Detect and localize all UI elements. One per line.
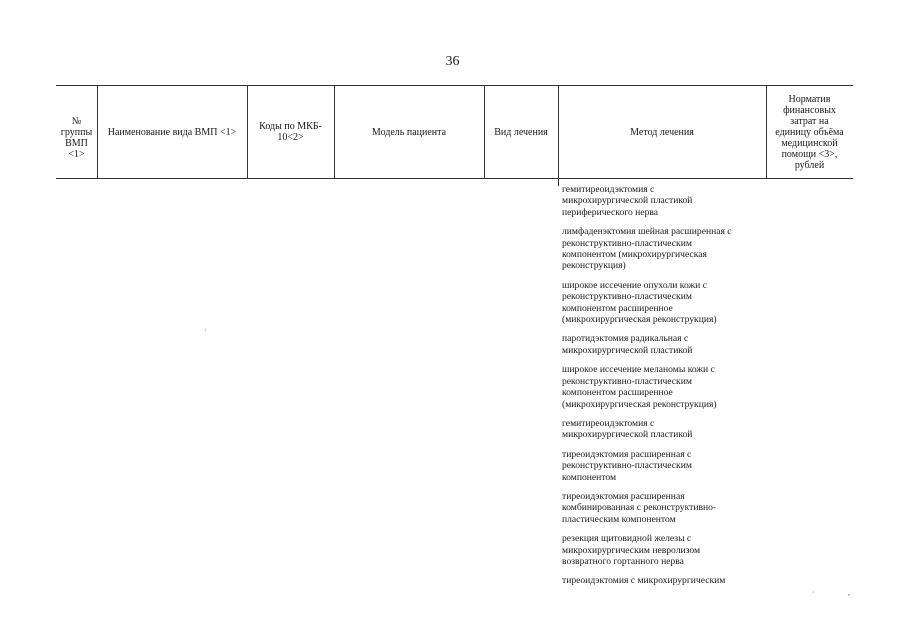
list-item: тиреоидэктомия с микрохирургическим [562,575,726,587]
scan-speck: · [812,588,815,597]
header-treatment-method: Метод лечения [630,126,694,138]
list-item: гемитиреоидэктомия с микрохирургической пластикой [562,417,693,441]
list-item: гемитиреоидэктомия с микрохирургической пластикой периферического нерва [562,184,693,218]
header-vmp-name: Наименование вида ВМП <1> [107,126,237,138]
list-item: широкое иссечение опухоли кожи с реконструктивно-пластическим компонентом расширенное (микрохирургическая реконструкция) [562,279,717,326]
list-item: широкое иссечение меланомы кожи с реконструктивно-пластическим компонентом расширенное (микрохирургическая реконструкция) [562,364,717,410]
scan-speck: · [204,326,207,335]
page-number: 36 [445,54,460,69]
header-cost-standard: Норматив финансовых затрат на единицу объёма медицинской помощи <3>, рублей [775,93,844,171]
list-item: паротидэктомия радикальная с микрохирургической пластикой [562,333,693,356]
method-list [562,184,762,595]
list-item: тиреоидэктомия расширенная комбинированная с реконструктивно- пластическим компонентом [562,490,717,525]
list-item: лимфаденэктомия шейная расширенная с реконструктивно-пластическим компонентом (микрохирургическая реконструкция) [562,226,732,272]
list-item: резекция щитовидной железы с микрохирургическим невролизом возвратного гортанного нерва [562,533,701,567]
header-icd-codes: Коды по МКБ- 10<2> [259,121,322,143]
header-bottom-border [56,178,853,179]
header-group-number: № группы ВМП <1> [60,116,93,160]
header-treatment-type: Вид лечения [494,126,548,138]
scan-speck: , [848,588,850,597]
header-patient-model: Модель пациента [371,126,447,138]
list-item: тиреоидэктомия расширенная с реконструктивно-пластическим компонентом [562,448,692,483]
